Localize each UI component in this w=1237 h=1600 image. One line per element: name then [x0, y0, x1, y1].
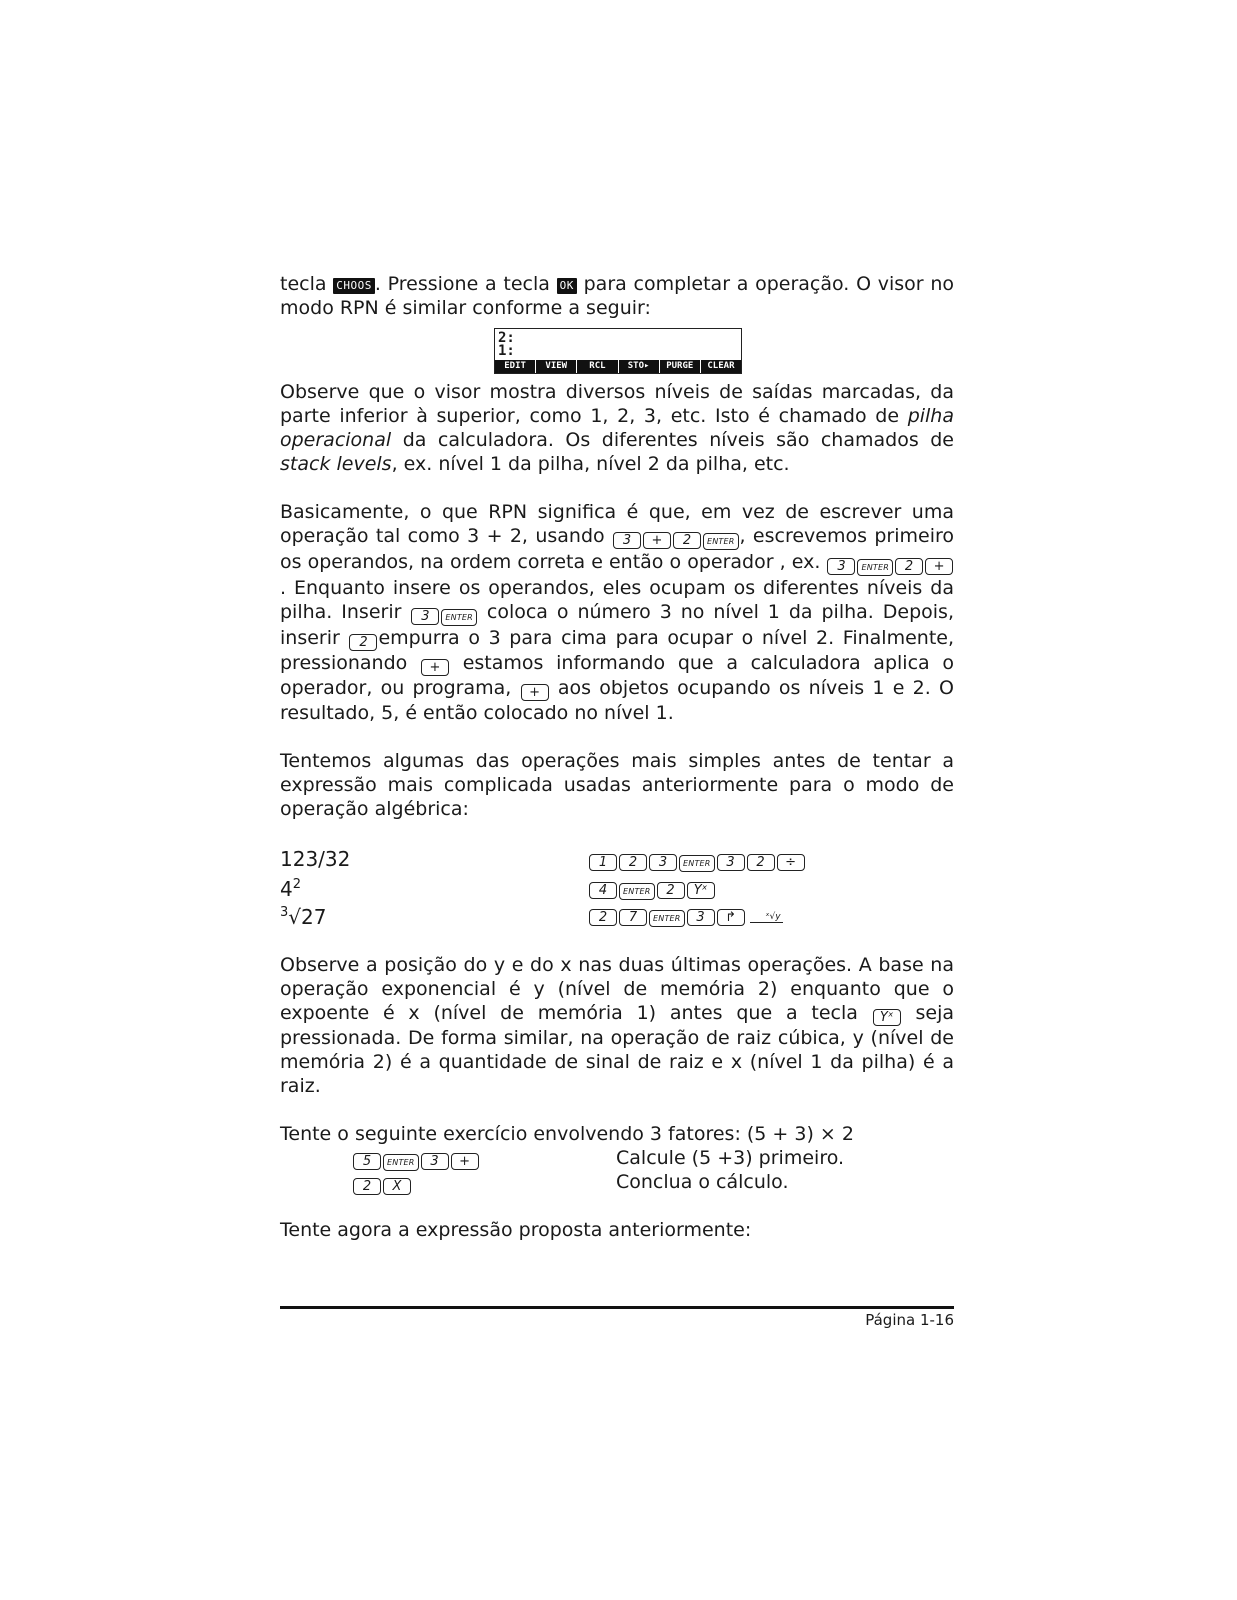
menu-view: VIEW	[536, 360, 576, 373]
key-enter: ENTER	[649, 910, 685, 927]
expression	[280, 873, 588, 901]
text: . Pressione a tecla	[374, 273, 550, 295]
key-enter: ENTER	[857, 559, 893, 576]
exercise-row-2	[280, 1170, 954, 1194]
text: coloca o número 3 no nível 1 da pilha. Depois, inserir	[280, 601, 954, 649]
footer-rule	[280, 1306, 954, 1309]
xrooty-label: ˣ√y	[750, 912, 783, 923]
keystrokes	[588, 846, 954, 872]
text: , escrevemos primeiro os operandos, na ordem correta e então o operador , ex.	[280, 525, 954, 573]
key-5: 5	[353, 1153, 381, 1170]
key-enter: ENTER	[703, 533, 739, 550]
paragraph-6: Tente o seguinte exercício envolvendo 3 fatores: (5 + 3) × 2	[280, 1123, 854, 1145]
base: 4	[280, 877, 293, 901]
key-2: 2	[657, 882, 685, 899]
key-3: 3	[827, 558, 855, 575]
paragraph-5	[280, 953, 954, 1098]
key-4: 4	[589, 882, 617, 899]
stack-level-2: 2:	[498, 330, 515, 346]
menu-sto: STO▸	[619, 360, 659, 373]
key-enter: ENTER	[441, 609, 477, 626]
example-row-2	[280, 873, 954, 901]
key-1: 1	[589, 854, 617, 871]
key-2: 2	[353, 1178, 381, 1195]
softkey-menu	[495, 360, 741, 373]
emphasis: stack levels	[280, 453, 392, 475]
keystrokes	[588, 901, 954, 929]
text: . Enquanto insere os operandos, eles ocupam os diferentes níveis da pilha. Inserir	[280, 577, 954, 623]
choose-softkey: CHOOS	[333, 278, 375, 294]
stack-level-1: 1:	[498, 343, 515, 359]
text: Basicamente, o que RPN significa é que, em vez de escrever uma operação tal como 3 + 2, usando	[280, 501, 954, 547]
exercise-row-1	[280, 1146, 954, 1170]
paragraph-4: Tentemos algumas das operações mais simples antes de tentar a expressão mais complicada usadas anteriormente para o modo de operação algébrica:	[280, 750, 954, 820]
menu-clear: CLEAR	[701, 360, 741, 373]
key-3: 3	[717, 854, 745, 871]
menu-rcl: RCL	[577, 360, 617, 373]
key-plus: +	[421, 659, 449, 676]
key-3: 3	[421, 1153, 449, 1170]
key-3: 3	[613, 532, 641, 549]
key-3: 3	[687, 909, 715, 926]
root-index: 3	[280, 905, 289, 920]
keystrokes	[280, 1145, 616, 1171]
expression: 123/32	[280, 847, 351, 871]
key-2: 2	[747, 854, 775, 871]
keystrokes	[588, 874, 954, 900]
menu-purge: PURGE	[660, 360, 700, 373]
key-plus: +	[925, 558, 953, 575]
key-enter: ENTER	[619, 883, 655, 900]
text: estamos informando que a calculadora aplica o operador, ou programa,	[280, 652, 954, 699]
key-enter: ENTER	[679, 855, 715, 872]
keystrokes	[280, 1170, 616, 1195]
paragraph-2	[280, 380, 954, 476]
key-2: 2	[619, 854, 647, 871]
paragraph-1	[280, 272, 954, 320]
text: para completar a operação. O visor no modo RPN é similar conforme a seguir:	[280, 273, 955, 319]
key-enter: ENTER	[383, 1154, 419, 1171]
paragraph-3	[280, 500, 954, 725]
key-plus: +	[451, 1153, 479, 1170]
key-y-power-x: Yˣ	[687, 882, 715, 899]
page-body	[280, 272, 954, 1242]
page-number: Página 1-16	[865, 1311, 954, 1329]
key-2: 2	[673, 532, 701, 549]
calculator-screen	[494, 328, 742, 374]
emphasis: pilha operacional	[280, 405, 954, 451]
text: da calculadora. Os diferentes níveis são chamados de	[402, 429, 954, 451]
menu-edit: EDIT	[495, 360, 535, 373]
text: tecla	[280, 273, 327, 295]
paragraph-7: Tente agora a expressão proposta anteriormente:	[280, 1219, 752, 1241]
text: empurra o 3 para cima para ocupar o nível 2. Finalmente, pressionando	[280, 627, 955, 674]
right-shift-key: ↱	[717, 909, 745, 926]
key-y-power-x: Yˣ	[873, 1009, 901, 1026]
key-2: 2	[349, 634, 377, 651]
key-2: 2	[895, 558, 923, 575]
key-divide: ÷	[777, 854, 805, 871]
radical: √27	[288, 905, 327, 929]
example-row-1	[280, 845, 954, 873]
example-row-3	[280, 901, 954, 929]
key-multiply: X	[383, 1178, 411, 1195]
text: Observe que o visor mostra diversos níveis de saídas marcadas, da parte inferior à superior, como 1, 2, 3, etc. Isto é chamado de	[280, 381, 954, 427]
text: Observe a posição do y e do x nas duas últimas operações. A base na operação exponencial é y (nível de memória 2) enquanto que o expoente é x (nível de memória 1) antes que a tecla	[280, 954, 954, 1024]
key-7: 7	[619, 909, 647, 926]
key-3: 3	[411, 608, 439, 625]
exponent: 2	[292, 877, 302, 892]
exercise-note: Calcule (5 +3) primeiro.	[616, 1147, 845, 1169]
key-plus: +	[521, 684, 549, 701]
exercise-note: Conclua o cálculo.	[616, 1171, 789, 1193]
key-3: 3	[649, 854, 677, 871]
key-plus: +	[643, 532, 671, 549]
ok-softkey: OK	[557, 278, 577, 294]
key-2: 2	[589, 909, 617, 926]
text: seja pressionada. De forma similar, na operação de raiz cúbica, y (nível de memória 2) é a quantidade de sinal de raiz e x (nível 1 da pilha) é a raiz.	[280, 1002, 954, 1097]
expression	[280, 901, 588, 929]
text: aos objetos ocupando os níveis 1 e 2. O resultado, 5, é então colocado no nível 1.	[280, 677, 954, 724]
text: , ex. nível 1 da pilha, nível 2 da pilha, etc.	[391, 453, 790, 475]
